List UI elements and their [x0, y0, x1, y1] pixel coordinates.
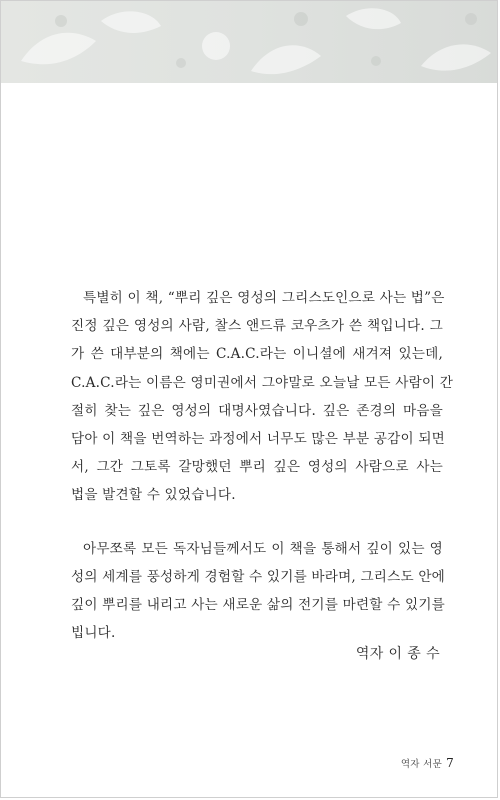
- text-line: 아무쪼록 모든 독자님들께서도 이 책을 통해서 깊이 있는 영: [83, 540, 443, 557]
- decorative-leaf-pattern: [1, 1, 498, 83]
- preface-paragraph-2: [71, 535, 443, 648]
- page-number: 7: [446, 756, 454, 770]
- text-line: 법을 발견할 수 있었습니다.: [71, 487, 236, 504]
- text-line: 절히 찾는 깊은 영성의 대명사였습니다. 깊은 존경의 마음을: [71, 402, 443, 419]
- text-line: C.A.C.라는 이름은 영미권에서 그야말로 오늘날 모든 사람이 간: [71, 374, 454, 391]
- text-line: 깊이 뿌리를 내리고 사는 새로운 삶의 전기를 마련할 수 있기를: [71, 597, 445, 614]
- decorative-header-band: [1, 1, 498, 83]
- text-line: 특별히 이 책, “뿌리 깊은 영성의 그리스도인으로 사는 법”은: [83, 290, 445, 306]
- text-line: 빕니다.: [71, 625, 116, 642]
- translator-signature: 역자 이 종 수: [355, 646, 440, 662]
- text-line: 진정 깊은 영성의 사람, 찰스 앤드류 코우츠가 쓴 책입니다. 그: [71, 318, 443, 335]
- preface-paragraph-1: [71, 284, 454, 510]
- text-line: 가 쓴 대부분의 책에는 C.A.C.라는 이니셜에 새겨져 있는데,: [71, 346, 443, 363]
- text-line: 담아 이 책을 번역하는 과정에서 너무도 많은 부분 공감이 되면: [71, 431, 445, 448]
- text-line: 서, 그간 그토록 갈망했던 뿌리 깊은 영성의 사람으로 사는: [71, 459, 443, 476]
- text-line: 성의 세계를 풍성하게 경험할 수 있기를 바라며, 그리스도 안에: [71, 568, 445, 585]
- page-footer: [401, 756, 454, 770]
- running-section-title: 역자 서문: [400, 759, 443, 770]
- preface-body: [71, 284, 454, 647]
